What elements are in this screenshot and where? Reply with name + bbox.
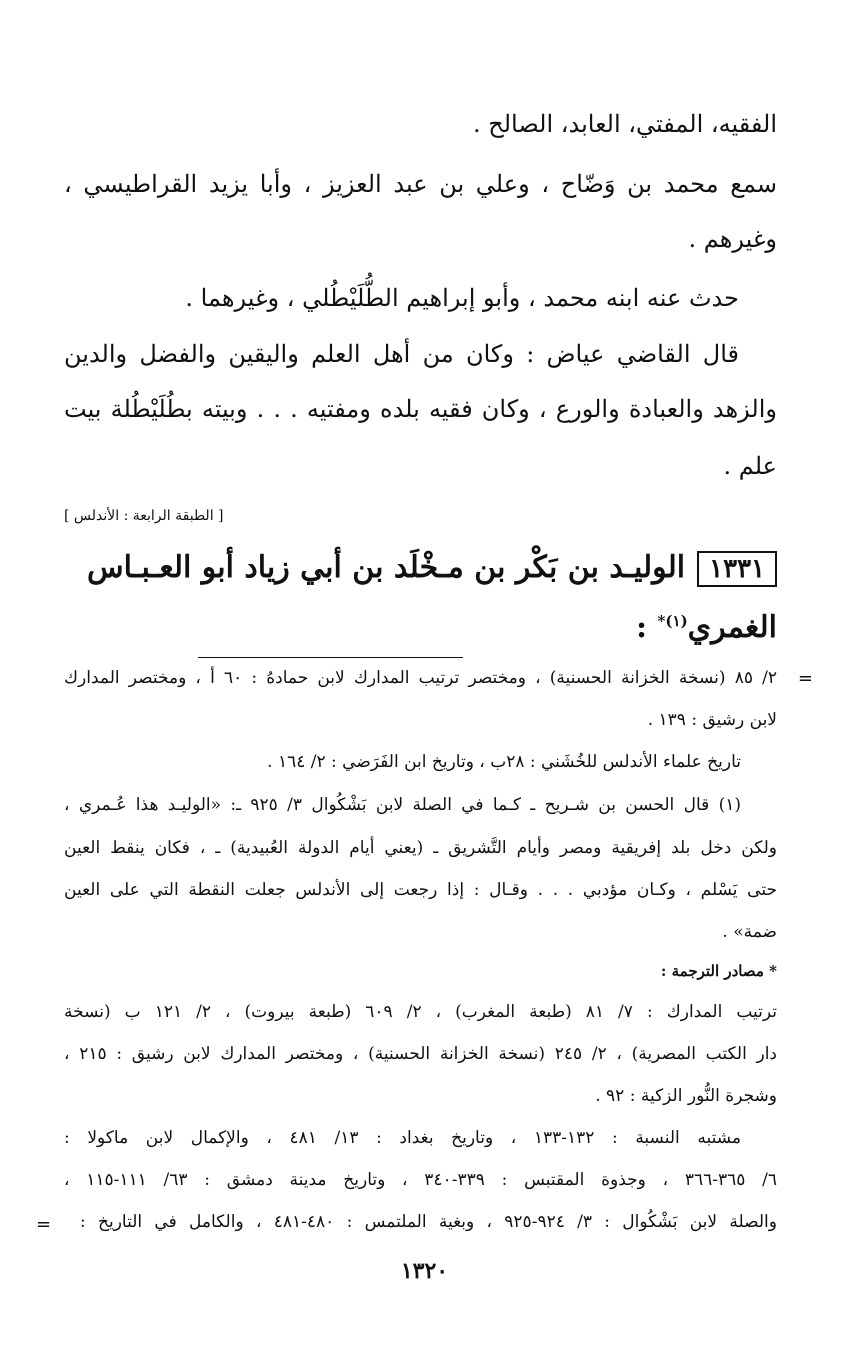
entry-heading xyxy=(64,550,777,587)
footnote-line-14: والصلة لابن بَشْكُوال : ٣/ ٩٢٤-٩٢٥ ، وبغية الملتمس : ٤٨٠-٤٨١ ، والكامل في التاريخ : xyxy=(80,1212,777,1232)
footnote-line-12: مشتبه النسبة : ١٣٢-١٣٣ ، وتاريخ بغداد : ١٣/ ٤٨١ ، والإكمال لابن ماكولا : xyxy=(64,1128,741,1148)
body-line-5: قال القاضي عياض : وكان من أهل العلم واليقين والفضل والدين xyxy=(64,340,739,368)
footnote-separator xyxy=(198,657,463,658)
entry-title-line1: الوليـد بن بَكْر بن مـخْلَد بن أبي زياد أبو العـبـاس xyxy=(86,550,686,585)
body-line-6: والزهد والعبادة والورع ، وكان فقيه بلده ومفتيه . . . وبيته بطُلَيْطُلة بيت xyxy=(64,395,777,423)
footnote-line-11: وشجرة النُّور الزكية : ٩٢ . xyxy=(595,1086,777,1106)
section-label: [ الطبقة الرابعة : الأندلس ] xyxy=(64,508,224,524)
continuation-marker-bottom: = xyxy=(36,1214,52,1235)
footnote-line-9: ترتيب المدارك : ٧/ ٨١ (طبعة المغرب) ، ٢/ ٦٠٩ (طبعة بيروت) ، ٢/ ١٢١ ب (نسخة xyxy=(64,1002,778,1022)
body-line-7: علم . xyxy=(723,452,777,480)
page-number: ١٣٢٠ xyxy=(400,1258,449,1284)
entry-number: ١٣٣١ xyxy=(697,551,777,587)
footnote-line-4: (١) قال الحسن بن شـريح ـ كـما في الصلة لابن بَشْكُوال ٣/ ٩٢٥ ـ: «الوليـد هذا عُـمري ، xyxy=(64,795,741,815)
body-line-4: حدث عنه ابنه محمد ، وأبو إبراهيم الطُّلَيْطُلي ، وغيرهما . xyxy=(185,284,739,312)
footnote-line-6: حتى يَسْلم ، وكـان مؤدبي . . . وقـال : إذا رجعت إلى الأندلس جعلت النقطة التي على العين xyxy=(64,880,777,900)
footnote-line-2: لابن رشيق : ١٣٩ . xyxy=(647,710,777,730)
entry-title-line2: الغمري xyxy=(687,610,777,645)
body-line-1: الفقيه، المفتي، العابد، الصالح . xyxy=(472,110,777,138)
entry-heading-cont xyxy=(64,610,777,645)
footnote-line-5: ولكن دخل بلد إفريقية ومصر وأيام التَّشريق ـ (يعني أيام الدولة العُبيدية) ـ ، فكان ينقط العين xyxy=(64,838,777,858)
continuation-marker-top: = xyxy=(797,668,813,689)
title-colon: : xyxy=(636,610,658,645)
body-line-3: وغيرهم . xyxy=(688,225,777,253)
footnote-line-10: دار الكتب المصرية) ، ٢/ ٢٤٥ (نسخة الخزانة الحسنية) ، ومختصر المدارك لابن رشيق : ٢١٥ ، xyxy=(64,1044,778,1064)
footnote-line-3: تاريخ علماء الأندلس للخُشَني : ٢٨ب ، وتاريخ ابن الفَرَضي : ٢/ ١٦٤ . xyxy=(267,752,741,772)
sources-heading: * مصادر الترجمة : xyxy=(660,962,777,980)
footnote-line-1: ٢/ ٨٥ (نسخة الخزانة الحسنية) ، ومختصر ترتيب المدارك لابن حمادهُ : ٦٠ أ ، ومختصر المدارك xyxy=(64,668,777,688)
footnote-ref: (١)* xyxy=(657,612,688,630)
body-line-2: سمع محمد بن وَضّاح ، وعلي بن عبد العزيز ، وأبا يزيد القراطيسي ، xyxy=(64,170,777,198)
footnote-line-7: ضمة» . xyxy=(722,922,777,942)
footnote-line-13: ٦/ ٣٦٥-٣٦٦ ، وجذوة المقتبس : ٣٣٩-٣٤٠ ، وتاريخ مدينة دمشق : ٦٣/ ١١١-١١٥ ، xyxy=(64,1170,778,1190)
